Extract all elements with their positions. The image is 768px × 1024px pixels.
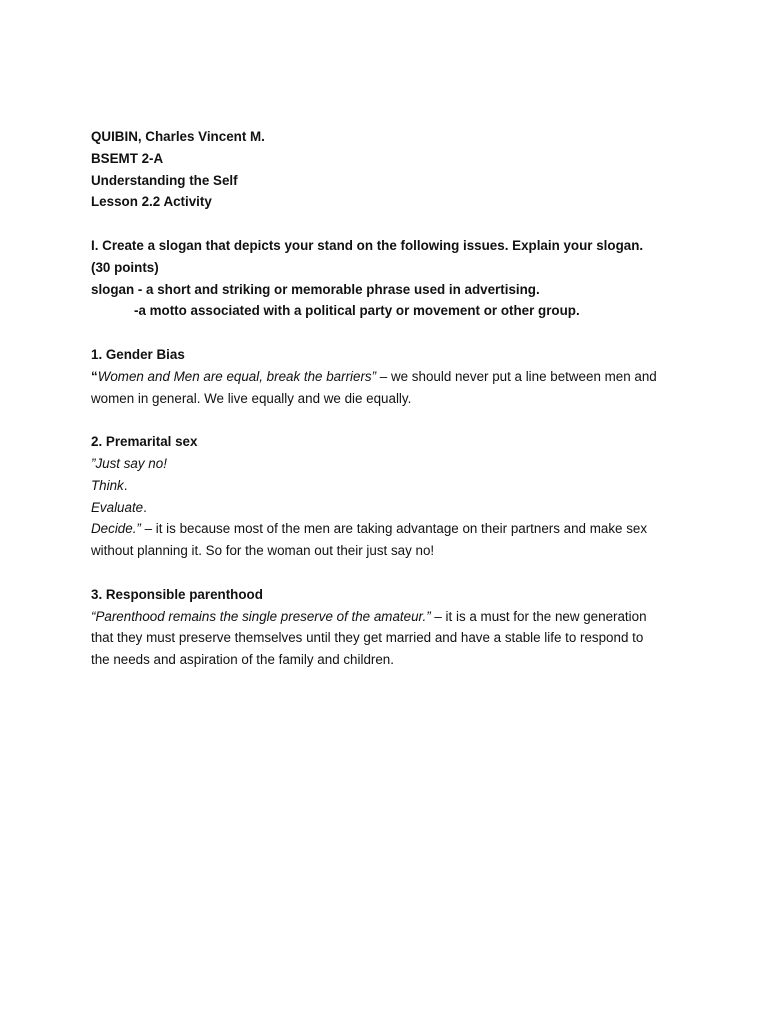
item-2-slogan-line-3	[91, 497, 691, 519]
spacer	[91, 562, 691, 584]
item-1-slogan-line	[91, 366, 691, 388]
item-3-explanation-1: – it is a must for the new generation	[430, 608, 647, 624]
spacer	[91, 409, 691, 431]
item-2-explanation-1: – it is because most of the men are taking advantage on their partners and make sex	[140, 521, 648, 537]
item-2-slogan-line-4	[91, 518, 691, 540]
item-2-slogan-decide: Decide	[91, 521, 133, 537]
item-2-slogan-line-1: ”Just say no!	[91, 455, 167, 471]
document-page	[91, 126, 691, 671]
student-section: BSEMT 2-A	[91, 150, 164, 166]
instruction-points: (30 points)	[91, 259, 159, 275]
item-1-explanation-2: women in general. We live equally and we die equally.	[91, 390, 412, 406]
item-2-period: .	[143, 499, 147, 515]
activity-title: Lesson 2.2 Activity	[91, 194, 212, 210]
item-2-slogan-line-2	[91, 475, 691, 497]
instruction-line: I. Create a slogan that depicts your stand on the following issues. Explain your slogan.	[91, 237, 644, 253]
item-2-slogan-think: Think	[91, 477, 124, 493]
item-2-explanation-2: without planning it. So for the woman out their just say no!	[91, 543, 435, 559]
item-3-heading: 3. Responsible parenthood	[91, 586, 263, 602]
slogan-definition-1: slogan - a short and striking or memorable phrase used in advertising.	[91, 281, 540, 297]
item-2-period: .	[123, 477, 128, 493]
item-3-explanation-3: the needs and aspiration of the family and children.	[91, 652, 394, 668]
item-3-slogan-line	[91, 606, 691, 628]
item-2-heading: 2. Premarital sex	[91, 434, 198, 450]
subject-title: Understanding the Self	[91, 172, 238, 188]
item-1-open-quote: “	[91, 368, 98, 384]
item-1-slogan: Women and Men are equal, break the barriers”	[97, 368, 377, 384]
item-1-heading: 1. Gender Bias	[91, 346, 185, 362]
item-3-slogan: “Parenthood remains the single preserve of the amateur.”	[91, 608, 431, 624]
item-1-explanation-1: – we should never put a line between men and	[376, 368, 657, 384]
student-name: QUIBIN, Charles Vincent M.	[91, 129, 265, 144]
spacer	[91, 322, 691, 344]
slogan-definition-2: -a motto associated with a political party or movement or other group.	[134, 303, 580, 319]
item-2-slogan-end: .”	[132, 521, 141, 537]
spacer	[91, 213, 691, 235]
item-2-slogan-evaluate: Evaluate	[91, 499, 144, 515]
item-3-explanation-2: that they must preserve themselves until they get married and have a stable life to respond to	[91, 630, 644, 646]
